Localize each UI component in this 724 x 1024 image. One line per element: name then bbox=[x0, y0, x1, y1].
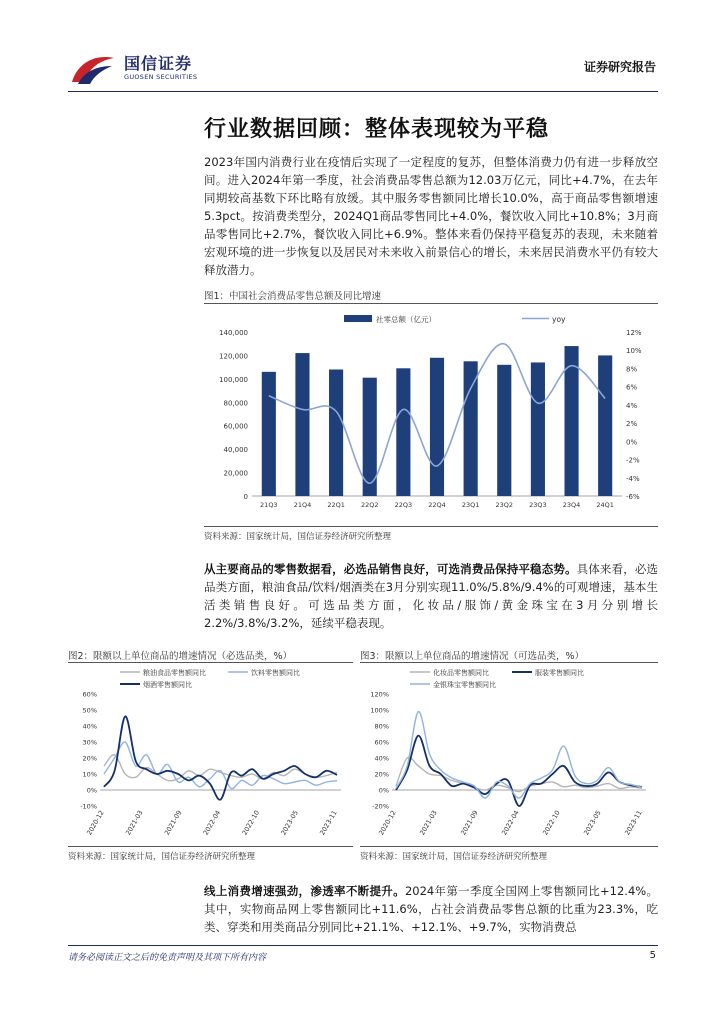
x-tick-label: 23Q4 bbox=[562, 501, 581, 509]
y-tick-label: 60% bbox=[374, 738, 389, 747]
x-tick-label: 2023-05 bbox=[279, 809, 300, 837]
y-right-tick-label: 8% bbox=[626, 365, 638, 374]
x-tick-label: 2022-04 bbox=[201, 809, 223, 837]
y-left-tick-label: 20,000 bbox=[223, 469, 248, 478]
x-tick-label: 2022-10 bbox=[240, 809, 262, 837]
series-line bbox=[396, 712, 642, 799]
company-logo-icon bbox=[68, 52, 118, 86]
y-left-tick-label: 100,000 bbox=[219, 375, 248, 384]
y-tick-label: 50% bbox=[82, 706, 97, 715]
figure3-title: 图3：限额以上单位商品的增速情况（可选品类，%） bbox=[360, 651, 585, 662]
x-tick-label: 2021-03 bbox=[418, 809, 439, 837]
y-tick-label: -20% bbox=[372, 802, 389, 811]
y-tick-label: 20% bbox=[374, 770, 389, 779]
x-tick-label: 2023-11 bbox=[623, 809, 644, 837]
report-type-label: 证券研究报告 bbox=[583, 60, 656, 74]
paragraph-online-body: 2024年第一季度全国网上零售额同比+12.4%。其中，实物商品网上零售额同比+11.6%，占社会消费品零售总额的比重为23.3%，吃类、穿类和用类商品分别同比+21.1%、+12.1%、+9.7%，实物消费总 bbox=[204, 884, 659, 934]
y-tick-label: 40% bbox=[82, 722, 97, 731]
figure2-bottom-rule bbox=[68, 846, 353, 847]
y-tick-label: 100% bbox=[370, 706, 389, 715]
legend-label-yoy: yoy bbox=[552, 315, 566, 324]
section-title: 行业数据回顾：整体表现较为平稳 bbox=[204, 117, 550, 142]
y-tick-label: 60% bbox=[82, 690, 97, 699]
figure3-legend bbox=[410, 668, 584, 689]
bar-retail-total bbox=[329, 369, 343, 496]
bar-retail-total bbox=[262, 372, 276, 496]
figure3-top-rule bbox=[360, 662, 658, 663]
y-left-tick-label: 140,000 bbox=[219, 329, 248, 337]
legend-label-apparel: 服装零售额同比 bbox=[535, 669, 584, 677]
legend-swatch-retail-total bbox=[344, 315, 372, 322]
bar-retail-total bbox=[295, 353, 309, 496]
header-divider bbox=[68, 91, 658, 92]
series-line bbox=[104, 716, 337, 799]
y-right-tick-label: 6% bbox=[626, 383, 638, 392]
y-tick-label: 0% bbox=[86, 786, 97, 795]
y-left-tick-label: 60,000 bbox=[223, 422, 248, 431]
y-tick-label: 30% bbox=[82, 738, 97, 747]
bar-retail-total bbox=[430, 358, 444, 496]
bar-retail-total bbox=[396, 368, 410, 496]
x-tick-label: 22Q4 bbox=[428, 501, 446, 509]
y-right-tick-label: 2% bbox=[626, 420, 638, 429]
x-tick-label: 22Q2 bbox=[360, 501, 379, 509]
figure2-chart bbox=[68, 664, 353, 844]
paragraph-staples bbox=[204, 560, 658, 632]
figure3-source: 资料来源：国家统计局，国信证券经济研究所整理 bbox=[360, 852, 548, 862]
x-tick-label: 2022-10 bbox=[541, 809, 562, 837]
y-right-tick-label: -2% bbox=[626, 456, 640, 465]
figure1-source: 资料来源：国家统计局，国信证券经济研究所整理 bbox=[204, 532, 392, 542]
legend-label-grain: 粮油食品零售额同比 bbox=[143, 669, 206, 677]
y-right-tick-label: 0% bbox=[626, 438, 638, 447]
y-right-tick-label: 10% bbox=[626, 347, 642, 356]
figure1-chart bbox=[204, 308, 658, 522]
figure2-source: 资料来源：国家统计局，国信证券经济研究所整理 bbox=[68, 852, 256, 862]
x-tick-label: 23Q3 bbox=[529, 501, 547, 509]
figure2-title: 图2：限额以上单位商品的增速情况（必选品类，%） bbox=[68, 651, 293, 662]
figure3-chart bbox=[360, 664, 658, 844]
logo-text-en: GUOSEN SECURITIES bbox=[124, 73, 198, 81]
figure1-bottom-rule bbox=[204, 526, 658, 527]
paragraph-online bbox=[204, 882, 658, 936]
y-left-tick-label: 80,000 bbox=[223, 399, 248, 408]
bar-retail-total bbox=[497, 365, 511, 496]
figure3-bottom-rule bbox=[360, 846, 658, 847]
y-right-tick-label: -6% bbox=[626, 493, 640, 501]
figure2-legend bbox=[120, 668, 300, 689]
paragraph-online-lead: 线上消费增速强劲，渗透率不断提升。 bbox=[204, 884, 405, 898]
figure1-title: 图1：中国社会消费品零售总额及同比增速 bbox=[204, 291, 382, 302]
x-tick-label: 23Q2 bbox=[495, 501, 514, 509]
x-tick-label: 22Q3 bbox=[394, 501, 413, 509]
logo-text-cn: 国信证券 bbox=[124, 54, 193, 73]
y-tick-label: 40% bbox=[374, 754, 389, 763]
y-tick-label: 0% bbox=[378, 786, 389, 795]
bar-retail-total bbox=[531, 362, 545, 496]
y-left-tick-label: 40,000 bbox=[223, 446, 248, 455]
legend-label-beverage: 饮料零售额同比 bbox=[251, 669, 300, 677]
y-tick-label: 80% bbox=[374, 722, 389, 731]
footer-divider bbox=[68, 945, 658, 946]
legend-label-retail-total: 社零总额（亿元） bbox=[376, 315, 436, 324]
paragraph-staples-body: 具体来看，必选品类方面，粮油食品/饮料/烟酒类在3月分别实现11.0%/5.8%/9.4%的可观增速，基本生活类销售良好。可选品类方面，化妆品/服饰/黄金珠宝在3月分别增长2.2%/3.8%/3.2%，延续平稳表现。 bbox=[204, 562, 659, 630]
legend-label-cosmetics: 化妆品零售额同比 bbox=[433, 669, 489, 677]
x-tick-label: 24Q1 bbox=[596, 501, 614, 509]
x-tick-label: 2022-04 bbox=[500, 809, 521, 837]
footer-disclaimer: 请务必阅读正文之后的免责声明及其项下所有内容 bbox=[68, 953, 267, 963]
x-tick-label: 21Q3 bbox=[260, 501, 278, 509]
x-tick-label: 2020-12 bbox=[377, 809, 398, 837]
y-left-tick-label: 0 bbox=[243, 493, 248, 501]
x-tick-label: 22Q1 bbox=[327, 501, 345, 509]
x-tick-label: 2021-09 bbox=[162, 809, 184, 837]
series-line bbox=[104, 755, 337, 781]
x-tick-label: 23Q1 bbox=[461, 501, 480, 509]
figure1-top-rule bbox=[204, 303, 658, 304]
x-tick-label: 2023-05 bbox=[582, 809, 603, 837]
x-tick-label: 21Q4 bbox=[293, 501, 312, 509]
x-tick-label: 2020-12 bbox=[85, 809, 106, 837]
legend-label-jewelry: 金银珠宝零售额同比 bbox=[433, 681, 496, 689]
y-right-tick-label: -4% bbox=[626, 474, 640, 483]
bar-retail-total bbox=[598, 355, 612, 496]
figure2-top-rule bbox=[68, 662, 353, 663]
y-left-tick-label: 120,000 bbox=[219, 352, 248, 361]
y-tick-label: -10% bbox=[80, 802, 97, 811]
paragraph-intro: 2023年国内消费行业在疫情后实现了一定程度的复苏，但整体消费力仍有进一步释放空间。进入2024年第一季度，社会消费品零售总额为12.03万亿元，同比+4.7%，在去年同期较高基数下环比略有放缓。其中服务零售额同比增长10.0%，高于商品零售额增速5.3pct。按消费类型分，2024Q1商品零售同比+4.0%，餐饮收入同比+10.8%；3月商品零售同比+2.7%，餐饮收入同比+6.9%。整体来看仍保持平稳复苏的表现，未来随着宏观环境的进一步恢复以及居民对未来收入前景信心的增长，未来居民消费水平仍有较大释放潜力。 bbox=[204, 155, 658, 277]
bar-retail-total bbox=[464, 361, 478, 496]
x-tick-label: 2023-11 bbox=[318, 809, 339, 837]
x-tick-label: 2021-09 bbox=[459, 809, 480, 837]
y-tick-label: 120% bbox=[370, 690, 389, 699]
y-tick-label: 10% bbox=[82, 770, 97, 779]
y-right-tick-label: 12% bbox=[626, 329, 642, 337]
y-tick-label: 20% bbox=[82, 754, 97, 763]
figure1-legend bbox=[344, 314, 566, 324]
y-right-tick-label: 4% bbox=[626, 401, 638, 410]
page-number: 5 bbox=[649, 950, 656, 961]
x-tick-label: 2021-03 bbox=[124, 809, 145, 837]
legend-label-tobacco: 烟酒零售额同比 bbox=[143, 681, 192, 689]
paragraph-staples-lead: 从主要商品的零售数据看，必选品销售良好，可选消费品保持平稳态势。 bbox=[204, 562, 577, 576]
